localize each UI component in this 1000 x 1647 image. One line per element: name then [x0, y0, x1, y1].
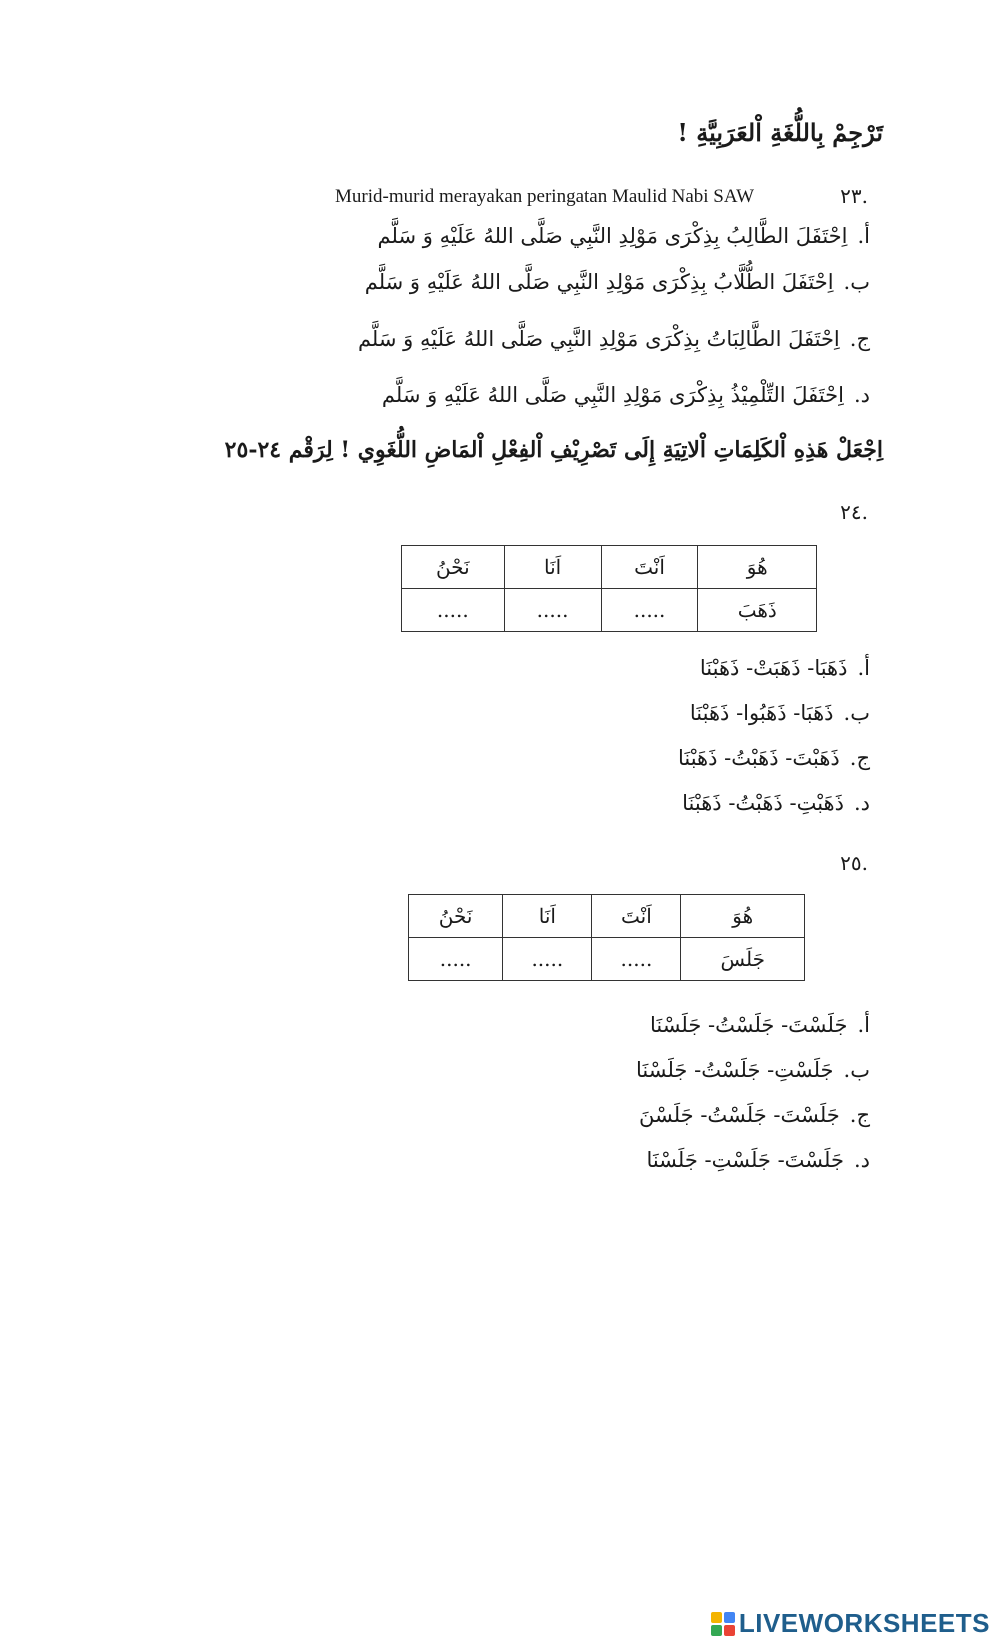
option-text: ذَهَبْتِ- ذَهَبْتُ- ذَهَبْنَا — [682, 791, 844, 815]
option-label: أ. — [857, 224, 870, 248]
option-label: د. — [853, 383, 870, 407]
question-23-number: ٢٣. — [840, 184, 868, 208]
instruction-heading: تَرْجِمْ بِاللُّغَةِ اْلعَرَبِيَّةِ ! — [677, 118, 883, 147]
option-text: جَلَسْتَ- جَلَسْتُ- جَلَسْنَا — [649, 1013, 848, 1037]
option-text: ذَهَبْتَ- ذَهَبْتُ- ذَهَبْنَا — [677, 746, 840, 770]
q25-option-d[interactable] — [646, 1148, 870, 1172]
option-label: أ. — [857, 1013, 870, 1037]
option-label: ج. — [849, 746, 870, 770]
option-text: اِحْتَفَلَ الطَّالِبَاتُ بِذِكْرَى مَوْلِدِ النَّبِي صَلَّى اللهُ عَلَيْهِ وَ سَلَّم — [357, 327, 840, 351]
option-label: ج. — [849, 327, 870, 351]
section-2-heading: اِجْعَلْ هَذِهِ اْلكَلِمَاتِ اْلاتِيَةِ إِلَى تَصْرِيْفِ اْلفِعْلِ اْلمَاضِ اللُّغَوِي ! لِرَقْم ٢٤-٢٥ — [224, 437, 883, 463]
option-text: اِحْتَفَلَ الطَّالِبُ بِذِكْرَى مَوْلِدِ النَّبِي صَلَّى اللهُ عَلَيْهِ وَ سَلَّم — [377, 224, 848, 248]
option-text: جَلَسْتِ- جَلَسْتُ- جَلَسْنَا — [636, 1058, 834, 1082]
table-cell-blank: ..... — [402, 589, 505, 632]
question-24-number: ٢٤. — [840, 500, 868, 524]
table-row — [409, 938, 805, 981]
table-cell-blank: ..... — [601, 589, 698, 632]
q23-option-b[interactable] — [365, 270, 870, 294]
table-header-cell: نَحْنُ — [409, 895, 503, 938]
table-cell-blank: ..... — [504, 589, 601, 632]
option-label: د. — [853, 1148, 870, 1172]
q23-option-a[interactable] — [378, 224, 870, 248]
logo-text: LIVEWORKSHEETS — [738, 1608, 990, 1638]
table-cell-blank: ..... — [592, 938, 681, 981]
option-label: د. — [853, 791, 870, 815]
option-text: اِحْتَفَلَ الطُّلَّابُ بِذِكْرَى مَوْلِدِ النَّبِي صَلَّى اللهُ عَلَيْهِ وَ سَلَّم — [364, 270, 834, 294]
option-label: ب. — [843, 701, 870, 725]
table-header-row — [402, 546, 817, 589]
option-text: جَلَسْتَ- جَلَسْتُ- جَلَسْنَ — [638, 1103, 840, 1127]
q23-option-d[interactable] — [382, 383, 870, 407]
q24-option-b[interactable] — [690, 701, 870, 725]
table-header-cell: هُوَ — [698, 546, 817, 589]
option-label: أ. — [857, 656, 870, 680]
table-cell-blank: ..... — [503, 938, 592, 981]
option-text: جَلَسْتَ- جَلَسْتِ- جَلَسْنَا — [646, 1148, 844, 1172]
option-text: اِحْتَفَلَ التِّلْمِيْذُ بِذِكْرَى مَوْلِدِ النَّبِي صَلَّى اللهُ عَلَيْهِ وَ سَلَّم — [381, 383, 844, 407]
q25-option-c[interactable] — [639, 1103, 870, 1127]
q25-option-b[interactable] — [636, 1058, 870, 1082]
q24-option-a[interactable] — [700, 656, 870, 680]
table-header-row — [409, 895, 805, 938]
table-row — [402, 589, 817, 632]
option-label: ب. — [843, 1058, 870, 1082]
table-header-cell: هُوَ — [681, 895, 805, 938]
q24-conjugation-table — [401, 545, 817, 632]
option-label: ج. — [849, 1103, 870, 1127]
table-header-cell: اَنْتَ — [601, 546, 698, 589]
liveworksheets-logo[interactable] — [711, 1608, 990, 1639]
option-label: ب. — [843, 270, 870, 294]
liveworksheets-logo-icon — [711, 1612, 735, 1636]
q25-option-a[interactable] — [650, 1013, 870, 1037]
table-header-cell: نَحْنُ — [402, 546, 505, 589]
table-cell: ذَهَبَ — [698, 589, 817, 632]
question-25-number: ٢٥. — [840, 851, 868, 875]
q24-option-d[interactable] — [682, 791, 870, 815]
table-header-cell: اَنَا — [504, 546, 601, 589]
table-header-cell: اَنَا — [503, 895, 592, 938]
table-cell: جَلَسَ — [681, 938, 805, 981]
option-text: ذَهَبَا- ذَهَبَتْ- ذَهَبْنَا — [699, 656, 848, 680]
q24-option-c[interactable] — [678, 746, 870, 770]
table-header-cell: اَنْتَ — [592, 895, 681, 938]
option-text: ذَهَبَا- ذَهَبُوا- ذَهَبْنَا — [689, 701, 834, 725]
table-cell-blank: ..... — [409, 938, 503, 981]
q25-conjugation-table — [408, 894, 805, 981]
question-23-prompt: Murid-murid merayakan peringatan Maulid Nabi SAW — [335, 186, 755, 207]
q23-option-c[interactable] — [358, 327, 870, 351]
